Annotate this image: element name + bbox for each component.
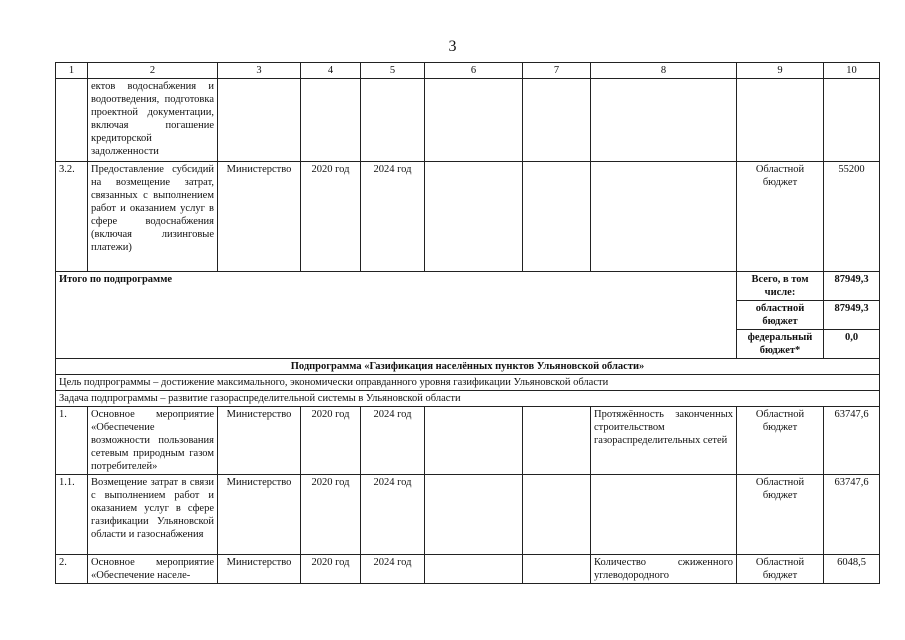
funding-source: Областной бюджет — [737, 475, 824, 555]
table-row — [56, 79, 880, 162]
table-row — [56, 407, 880, 475]
total-federal-value: 0,0 — [824, 330, 880, 359]
subprogram-row — [56, 359, 880, 375]
measure-name: Основное мероприятие «Обеспечение возможности пользования сетевым природным газом потребителей» — [88, 407, 218, 475]
start-year: 2020 год — [301, 407, 361, 475]
col-header: 4 — [301, 63, 361, 79]
funding-source: Областной бюджет — [737, 407, 824, 475]
col-header: 2 — [88, 63, 218, 79]
funding-amount: 55200 — [824, 162, 880, 272]
table-row — [56, 162, 880, 272]
col-header: 7 — [523, 63, 591, 79]
end-year: 2024 год — [361, 407, 425, 475]
subprogram-title: Подпрограмма «Газификация населённых пунктов Ульяновской области» — [56, 359, 880, 375]
measure-name: Возмещение затрат в связи с выполнением работ и оказанием услуг в сфере газификации Ульяновской области и газоснабжения — [88, 475, 218, 555]
indicator: Количество сжиженного углеводородного — [591, 555, 737, 584]
executor: Министерство — [218, 407, 301, 475]
end-year: 2024 год — [361, 555, 425, 584]
start-year: 2020 год — [301, 555, 361, 584]
total-all-label: Всего, в том числе: — [737, 272, 824, 301]
measure-name: Основное мероприятие «Обеспечение населе- — [88, 555, 218, 584]
funding-amount: 63747,6 — [824, 407, 880, 475]
indicator — [591, 475, 737, 555]
row-number: 1. — [56, 407, 88, 475]
col-header: 9 — [737, 63, 824, 79]
page-number: 3 — [448, 38, 457, 55]
total-all-value: 87949,3 — [824, 272, 880, 301]
funding-source: Областной бюджет — [737, 555, 824, 584]
total-label: Итого по подпрограмме — [56, 272, 737, 359]
end-year: 2024 год — [361, 475, 425, 555]
start-year: 2020 год — [301, 475, 361, 555]
funding-amount: 63747,6 — [824, 475, 880, 555]
end-year: 2024 год — [361, 162, 425, 272]
total-row — [56, 272, 880, 301]
indicator — [591, 162, 737, 272]
task-row — [56, 391, 880, 407]
row-number: 3.2. — [56, 162, 88, 272]
funding-source: Областной бюджет — [737, 162, 824, 272]
total-regional-label: областной бюджет — [737, 301, 824, 330]
executor: Министерство — [218, 475, 301, 555]
total-federal-label: федеральный бюджет* — [737, 330, 824, 359]
col-header: 1 — [56, 63, 88, 79]
col-header: 10 — [824, 63, 880, 79]
goal-row — [56, 375, 880, 391]
indicator: Протяжённость законченных строительством газораспределительных сетей — [591, 407, 737, 475]
row-number: 1.1. — [56, 475, 88, 555]
col-header: 6 — [425, 63, 523, 79]
subprogram-goal: Цель подпрограммы – достижение максимального, экономически оправданного уровня газификации Ульяновской области — [56, 375, 880, 391]
total-regional-value: 87949,3 — [824, 301, 880, 330]
executor: Министерство — [218, 162, 301, 272]
funding-amount: 6048,5 — [824, 555, 880, 584]
col-header: 5 — [361, 63, 425, 79]
subprogram-task: Задача подпрограммы – развитие газораспределительной системы в Ульяновской области — [56, 391, 880, 407]
program-table — [55, 62, 880, 584]
table-row — [56, 555, 880, 584]
measure-name: ектов водоснабжения и водоотведения, подготовка проектной документации, включая погашение кредиторской задолженности — [88, 79, 218, 162]
start-year: 2020 год — [301, 162, 361, 272]
col-header: 3 — [218, 63, 301, 79]
row-number: 2. — [56, 555, 88, 584]
column-number-row — [56, 63, 880, 79]
measure-name: Предоставление субсидий на возмещение затрат, связанных с выполнением работ и оказанием услуг в сфере водоснабжения (включая лизинговые платежи) — [88, 162, 218, 272]
executor: Министерство — [218, 555, 301, 584]
table-row — [56, 475, 880, 555]
col-header: 8 — [591, 63, 737, 79]
